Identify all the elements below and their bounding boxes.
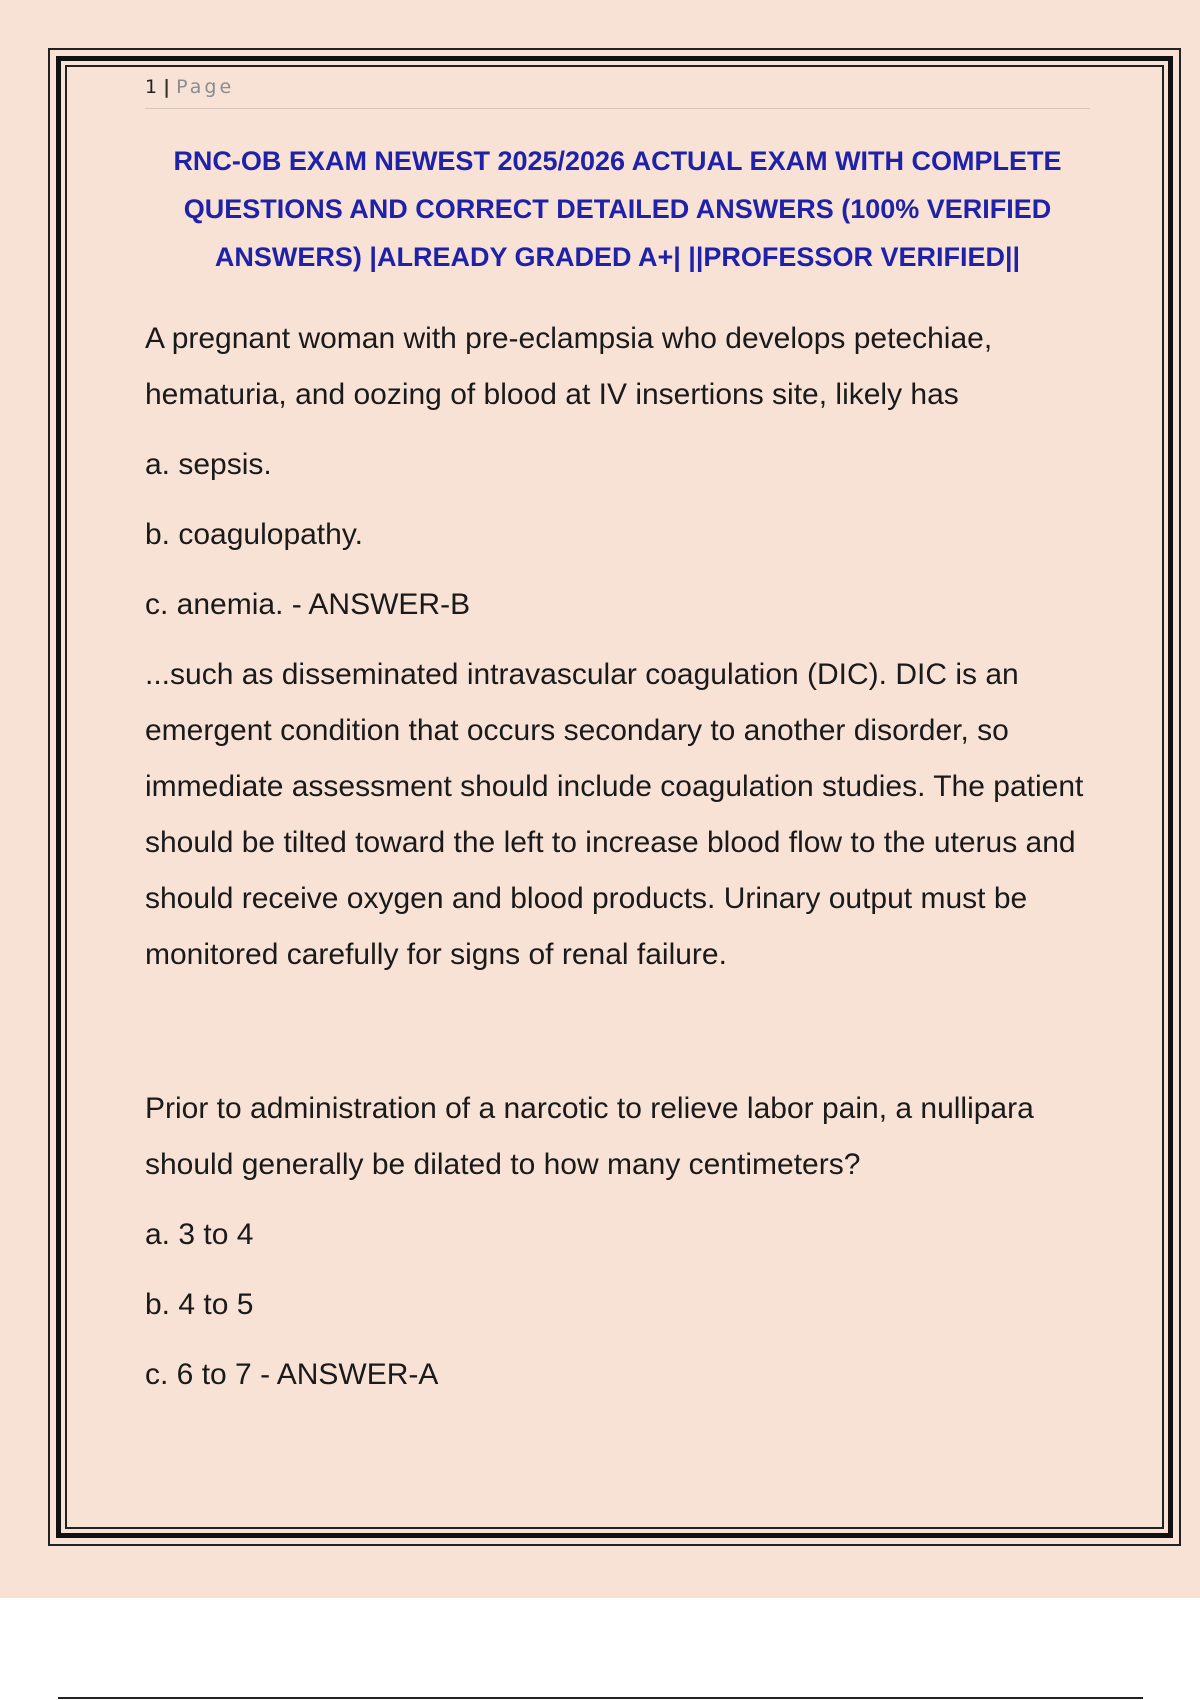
question-2-text: Prior to administration of a narcotic to relieve labor pain, a nullipara should generally be dilated to how many centimeters? [145, 1092, 1034, 1181]
title-line-3: ANSWERS) |ALREADY GRADED A+| ||PROFESSOR VERIFIED|| [214, 242, 1021, 272]
title-line-2: QUESTIONS AND CORRECT DETAILED ANSWERS (100% VERIFIED [183, 194, 1052, 224]
question-1-option-c-answer: c. anemia. - ANSWER-B [145, 588, 471, 621]
question-2-option-c-answer: c. 6 to 7 - ANSWER-A [145, 1358, 439, 1391]
document-title [145, 137, 1090, 281]
question-2-option-a: a. 3 to 4 [145, 1218, 254, 1251]
page-header [145, 72, 1090, 109]
question-1-option-b: b. coagulopathy. [145, 518, 363, 551]
next-page-top-rule [58, 1697, 1143, 1699]
question-1-explanation: ...such as disseminated intravascular coagulation (DIC). DIC is an emergent condition that occurs secondary to another disorder, so immediate assessment should include coagulation studies. The patient should be tilted toward the left to increase blood flow to the uterus and should receive oxygen and blood products. Urinary output must be monitored carefully for signs of renal failure. [145, 658, 1084, 971]
page-label: Page [176, 76, 235, 98]
question-1-text: A pregnant woman with pre-eclampsia who develops petechiae, hematuria, and oozing of blood at IV insertions site, likely has [145, 322, 993, 411]
question-2-option-b: b. 4 to 5 [145, 1288, 254, 1321]
page-content [145, 72, 1090, 1403]
question-1-option-a: a. sepsis. [145, 448, 272, 481]
page-number-separator: | [163, 76, 171, 98]
title-line-1: RNC-OB EXAM NEWEST 2025/2026 ACTUAL EXAM WITH COMPLETE [173, 146, 1062, 176]
page-number: 1 [145, 76, 158, 98]
